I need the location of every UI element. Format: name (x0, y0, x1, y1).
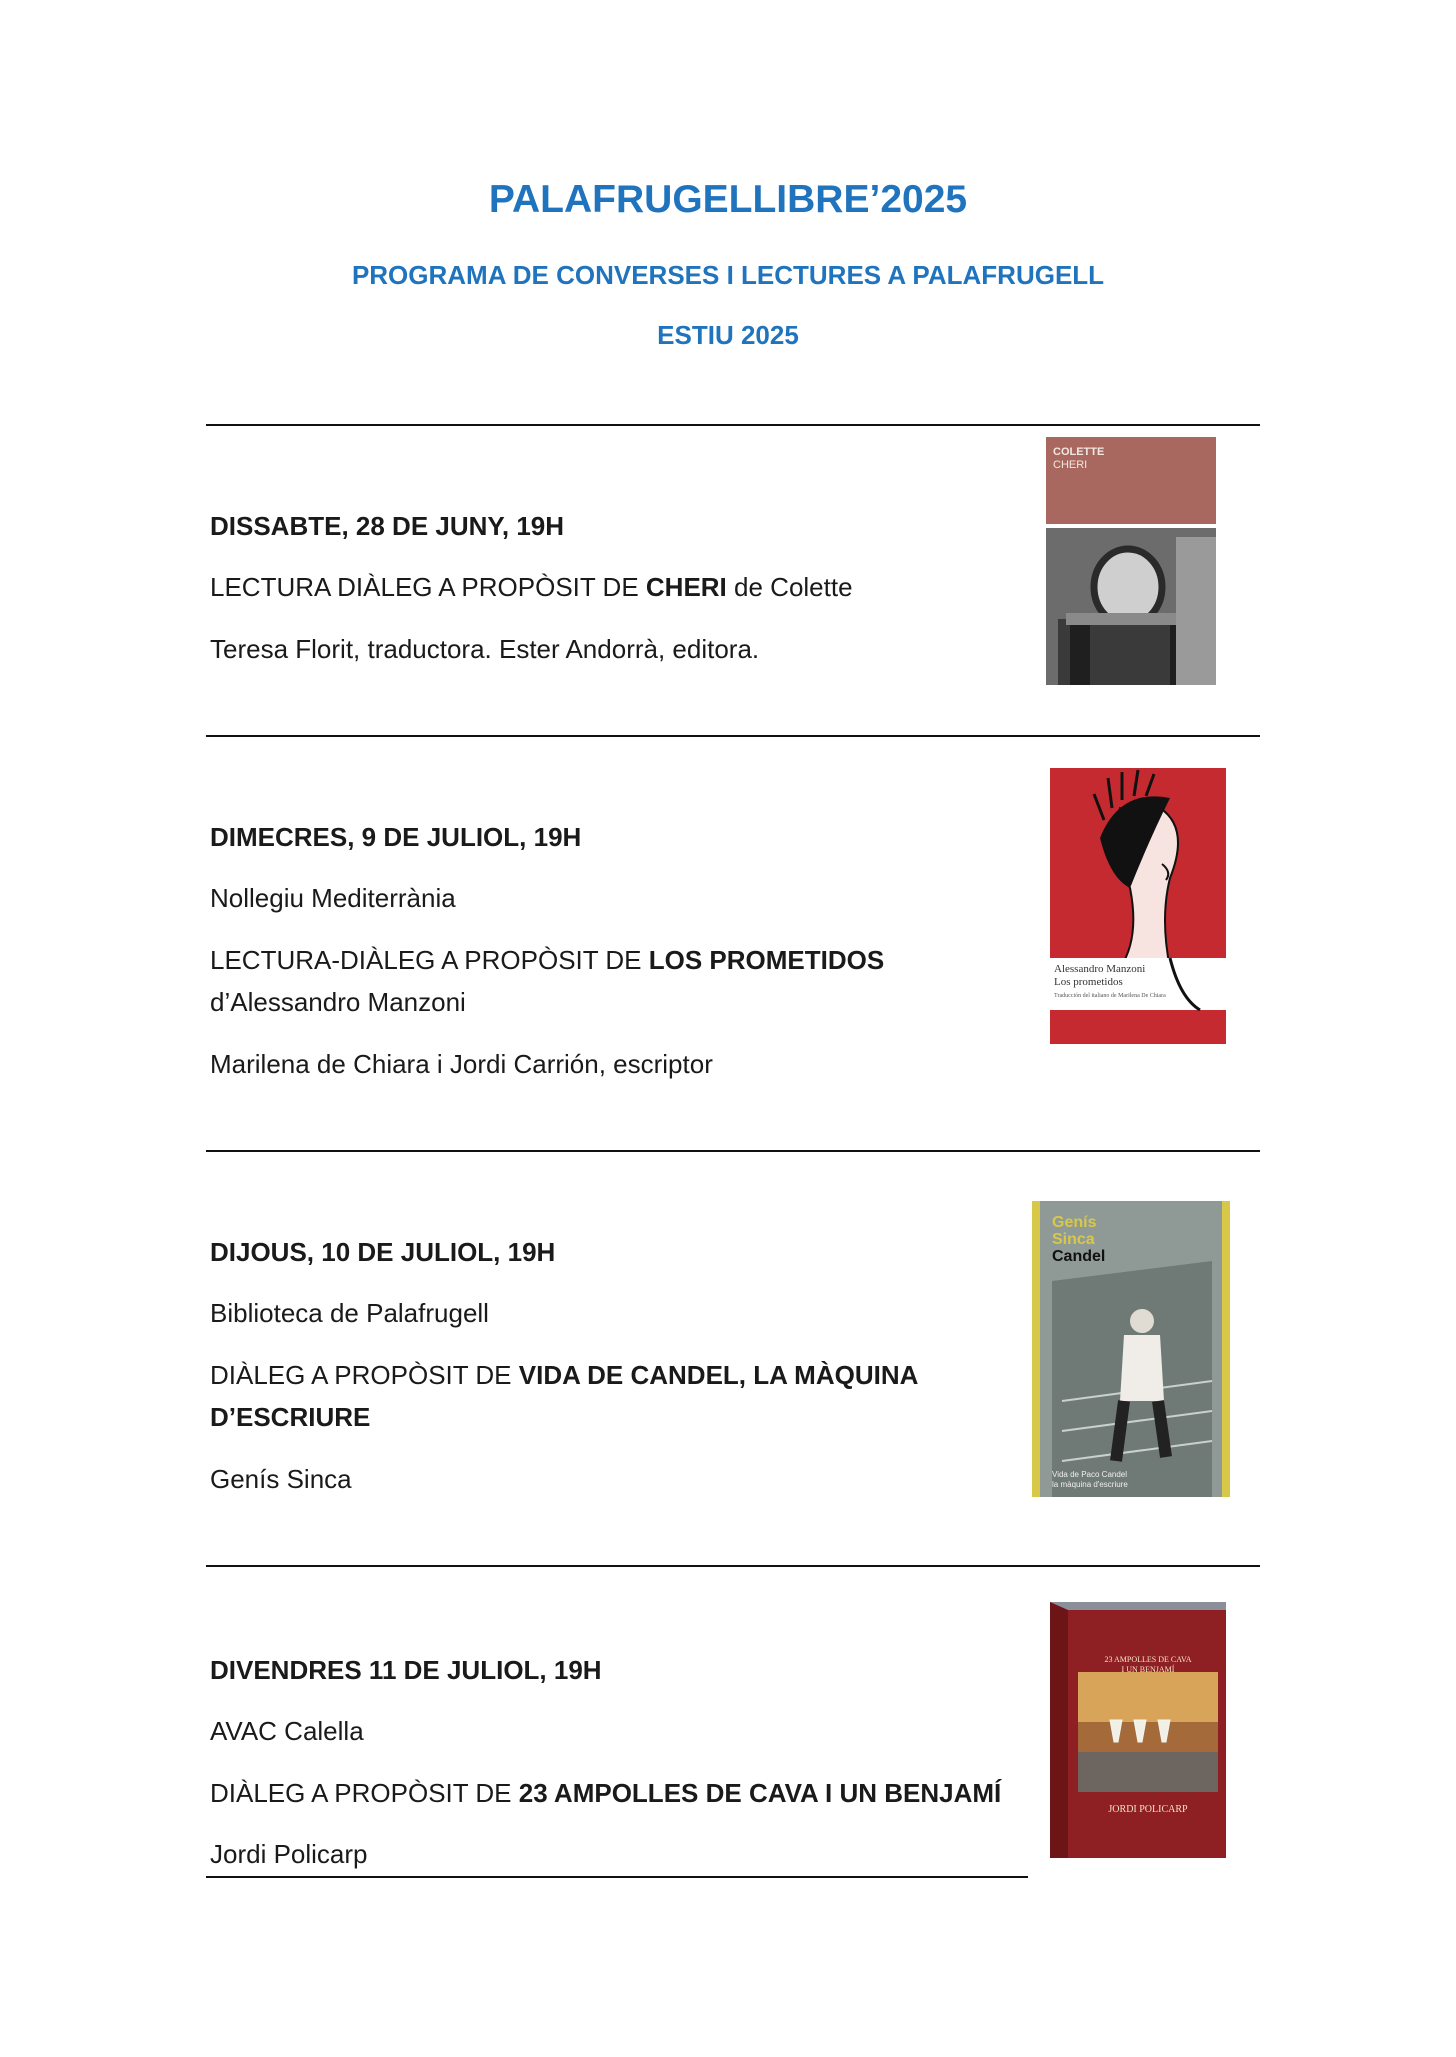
season-label: ESTIU 2025 (657, 320, 799, 350)
cover-author-last: Sinca (1052, 1231, 1095, 1248)
cover-author: JORDI POLICARP (1108, 1804, 1188, 1815)
event-venue: Nollegiu Mediterrània (210, 883, 456, 913)
event-description (210, 939, 884, 981)
cover-subtitle-1: Vida de Paco Candel (1052, 1470, 1128, 1479)
event-date: DIMECRES, 9 DE JULIOL, 19H (210, 822, 582, 852)
event-participants: Genís Sinca (210, 1464, 352, 1494)
event-description (210, 566, 853, 608)
cover-title-1: 23 AMPOLLES DE CAVA (1104, 1655, 1192, 1664)
event-participants: Marilena de Chiara i Jordi Carrión, escriptor (210, 1049, 713, 1079)
book-cover-candel (1032, 1201, 1230, 1497)
book-title-cont: D’ESCRIURE (210, 1402, 371, 1432)
page-subtitle: PROGRAMA DE CONVERSES I LECTURES A PALAFRUGELL (351, 260, 1105, 290)
event-date: DISSABTE, 28 DE JUNY, 19H (210, 511, 565, 541)
book-title: 23 AMPOLLES DE CAVA I UN BENJAMÍ (518, 1778, 1002, 1808)
cover-title: Los prometidos (1054, 976, 1123, 988)
divider-top (206, 424, 1260, 426)
cover-title: CHERI (1053, 459, 1088, 471)
cover-art (1050, 1602, 1226, 1858)
event-venue: Biblioteca de Palafrugell (210, 1298, 489, 1328)
divider-1 (206, 735, 1260, 737)
event-description-prefix: LECTURA DIÀLEG A PROPÒSIT DE (210, 572, 646, 602)
page-title: PALAFRUGELLIBRE’2025 (488, 178, 968, 221)
event-venue: AVAC Calella (210, 1716, 364, 1746)
event-description-prefix: DIÀLEG A PROPÒSIT DE (210, 1360, 519, 1390)
divider-3 (206, 1565, 1260, 1567)
book-title: VIDA DE CANDEL, LA MÀQUINA (518, 1360, 919, 1390)
cover-title-2: I UN BENJAMÍ (1121, 1665, 1175, 1674)
event-participants: Jordi Policarp (210, 1839, 368, 1869)
book-author: d’Alessandro Manzoni (210, 987, 466, 1017)
event-date: DIJOUS, 10 DE JULIOL, 19H (210, 1237, 556, 1267)
cover-art (1050, 768, 1226, 1044)
cover-author: Alessandro Manzoni (1054, 963, 1146, 975)
divider-bottom (206, 1876, 1028, 1878)
event-description (210, 1354, 918, 1396)
cover-translator: Traducción del italiano de Marilena De Chiara (1054, 993, 1166, 999)
book-cover-23-ampolles (1050, 1602, 1226, 1858)
book-title: CHERI (645, 572, 727, 602)
cover-art (1032, 1201, 1230, 1497)
cover-title: Candel (1052, 1248, 1106, 1265)
cover-author: COLETTE (1053, 446, 1105, 458)
event-description (210, 1772, 1001, 1814)
book-cover-cheri (1046, 437, 1216, 685)
book-cover-los-prometidos (1050, 768, 1226, 1044)
event-date: DIVENDRES 11 DE JULIOL, 19H (210, 1655, 602, 1685)
cover-author-first: Genís (1052, 1214, 1097, 1231)
event-description-prefix: LECTURA-DIÀLEG A PROPÒSIT DE (210, 945, 649, 975)
event-description-prefix: DIÀLEG A PROPÒSIT DE (210, 1778, 519, 1808)
book-title: LOS PROMETIDOS (648, 945, 885, 975)
divider-2 (206, 1150, 1260, 1152)
event-participants: Teresa Florit, traductora. Ester Andorrà, editora. (210, 634, 760, 664)
book-author: de Colette (726, 572, 853, 602)
cover-art (1046, 437, 1216, 685)
cover-subtitle-2: la màquina d'escriure (1052, 1480, 1128, 1489)
